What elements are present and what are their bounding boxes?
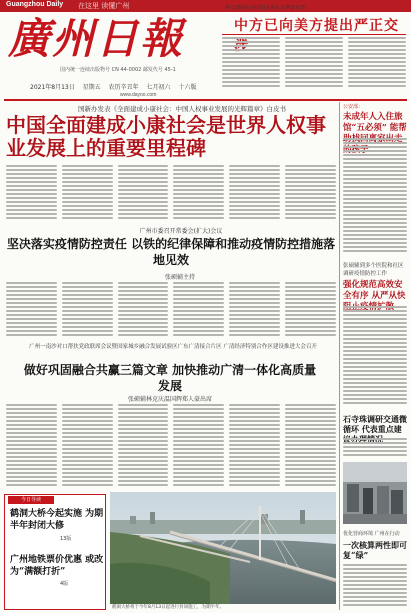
guide-item-metro-page: 4版 bbox=[60, 581, 69, 587]
third-story-kicker: 广州一南沙对口帮扶党政联席会议暨国家城乡融合发展试验区广东广清接合片区 广清经济特别合作区建设推进大会召开 bbox=[29, 344, 317, 350]
second-story-byline: 张硕辅主持 bbox=[164, 274, 195, 281]
bridge-photo bbox=[110, 492, 336, 604]
dateline bbox=[30, 82, 220, 91]
website-url[interactable]: www.dayoo.com bbox=[120, 92, 157, 98]
right-kicker-epidemic: 张硕辅到多个医院和社区调研疫情防控工作 bbox=[343, 263, 404, 277]
main-story-headline[interactable]: 中国全面建成小康社会是世界人权事业发展上的重要里程碑 bbox=[6, 113, 326, 160]
guide-item-metro[interactable]: 广州地铁票价优惠 或改为“满额打折” bbox=[10, 555, 104, 577]
bridge-photo-image bbox=[110, 492, 336, 604]
masthead-logo[interactable]: 廣州日報 bbox=[8, 14, 185, 63]
date: 2021年8月13日 bbox=[30, 84, 75, 91]
second-story-headline[interactable]: 坚决落实疫情防控责任 以铁的纪律保障和推动疫情防控措施落地见效 bbox=[6, 237, 336, 267]
right-label-business: 优化营商环境 广州在行动 bbox=[343, 531, 400, 537]
right-photo-image bbox=[343, 462, 407, 524]
right-photo bbox=[343, 462, 407, 524]
main-story-body bbox=[6, 165, 336, 223]
english-name: Guangzhou Daily bbox=[6, 1, 64, 8]
lunar-year: 农历辛丑年 bbox=[108, 84, 139, 91]
right-headline-hotel[interactable]: 未成年人入住旅馆“五必须” 能帮 bbox=[343, 112, 407, 133]
slogan: 在这里 读懂广州 bbox=[78, 2, 130, 10]
photo-caption: 鹤洞大桥将于今年8月13日起进行封闭施工，为期半年。 bbox=[112, 605, 225, 610]
right-body-hotel bbox=[343, 138, 407, 256]
teaser-headline[interactable]: 中方已向美方提出严正交涉 bbox=[234, 18, 399, 54]
guide-label: 今日导读 bbox=[8, 496, 54, 504]
right-headline-nucleic-test[interactable]: 一次核算两性即可复“绿” bbox=[343, 540, 407, 560]
page-count: 十六版 bbox=[178, 84, 197, 91]
right-body-nucleic-test bbox=[343, 564, 407, 608]
teaser-body bbox=[222, 37, 406, 95]
third-story-byline: 张硕辅林克庆温国辉郑人豪出席 bbox=[127, 396, 212, 403]
right-body-epidemic bbox=[343, 306, 407, 410]
teaser-kicker: 外交部回应美国国会参议员窜访台湾 bbox=[225, 5, 306, 11]
masthead-divider bbox=[4, 99, 407, 101]
right-label-ministry: 公安部： bbox=[343, 104, 364, 110]
main-story-kicker: 国新办发表《全面建成小康社会：中国人权事业发展的光辉篇章》白皮书 bbox=[78, 105, 286, 113]
second-story-kicker: 广州市委召开常委会(扩大)会议 bbox=[139, 228, 223, 235]
right-headline-epidemic[interactable]: 强化规范高效安全有序 从严从快 bbox=[343, 280, 406, 301]
guide-item-bridge[interactable]: 鹤洞大桥今起实施 为期半年封闭大修 bbox=[10, 509, 104, 531]
third-story-body bbox=[6, 404, 336, 490]
second-story-body bbox=[6, 282, 336, 338]
masthead-sub-info: 国内统一连续出版物号 CN 44-0002 邮发代号 45-1 bbox=[60, 67, 176, 73]
lunar-day: 七月初六 bbox=[146, 84, 171, 91]
column-divider bbox=[339, 102, 340, 610]
teaser-divider bbox=[222, 34, 406, 35]
right-body-traffic bbox=[343, 438, 407, 460]
guide-item-bridge-page: 13版 bbox=[60, 536, 72, 542]
third-story-headline[interactable]: 做好巩固融合共赢三篇文章 加快推动广清一体化高质量发展 bbox=[23, 363, 317, 393]
right-headline-traffic[interactable]: 石寺珠调研交通微循环 代表重点建 bbox=[343, 414, 407, 434]
weekday: 星期五 bbox=[82, 84, 101, 91]
